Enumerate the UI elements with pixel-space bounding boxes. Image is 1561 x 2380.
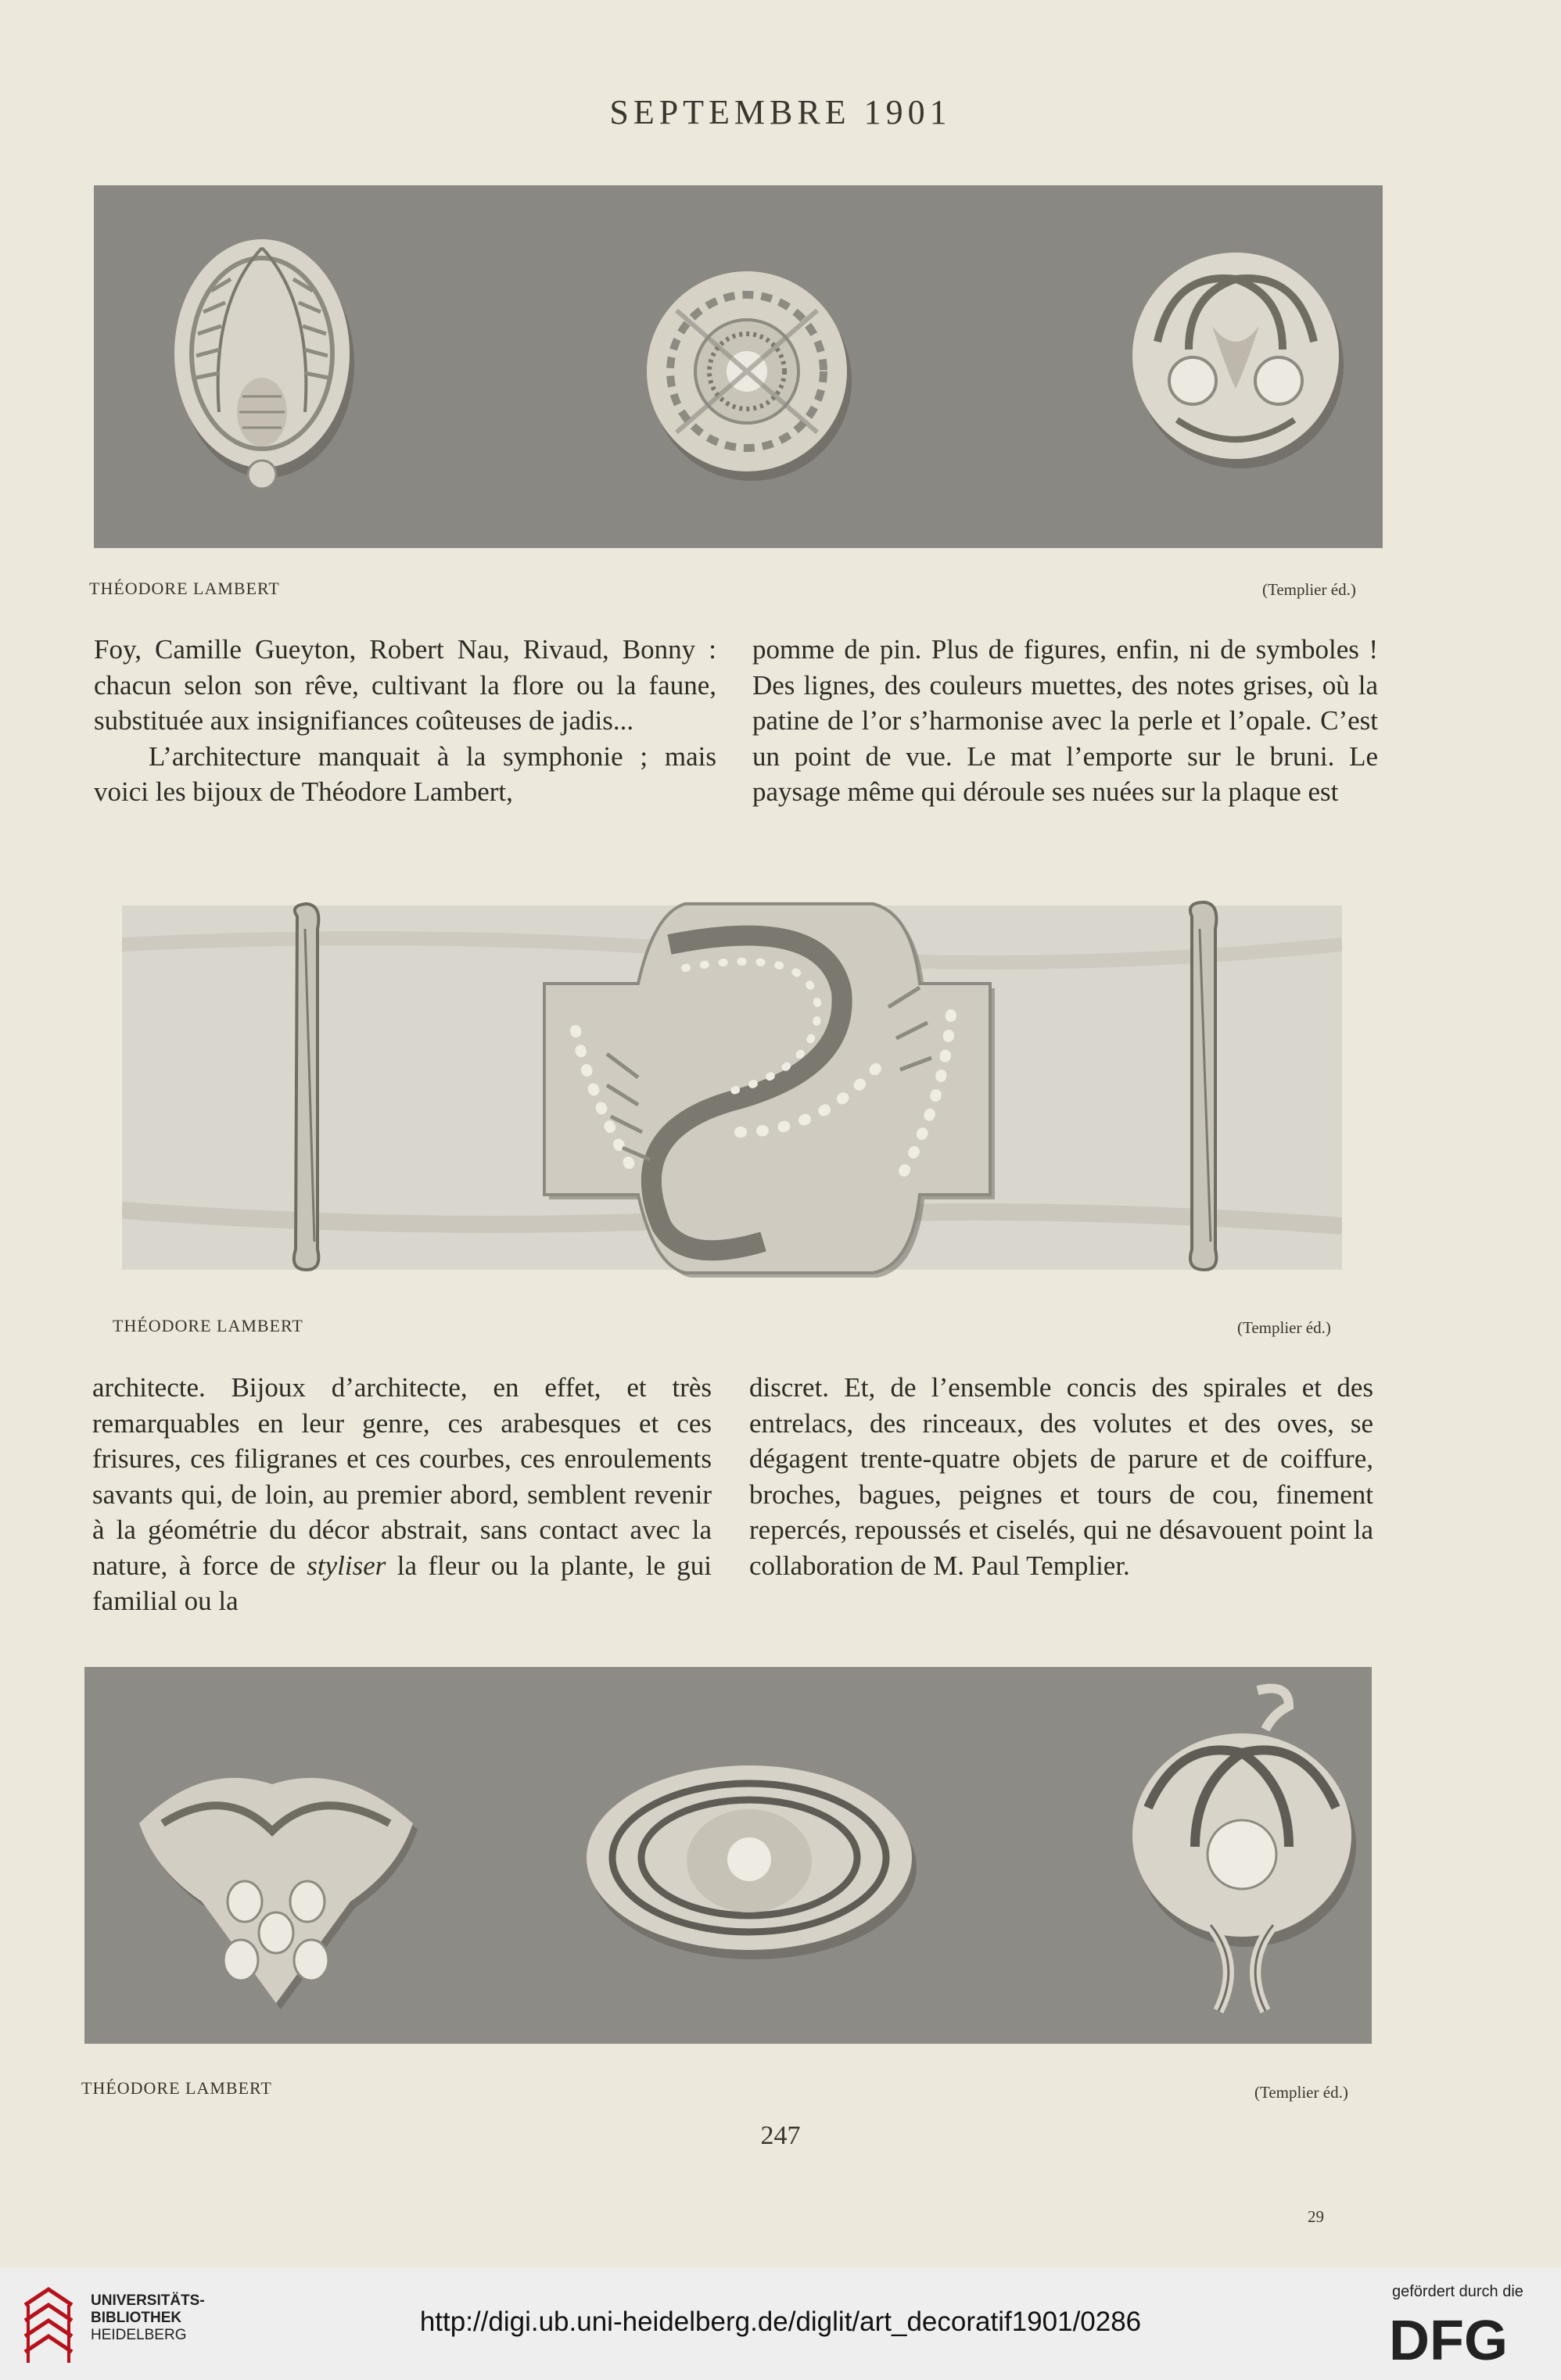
paragraph: pomme de pin. Plus de figures, enfin, ni de symboles ! Des lignes, des couleurs muettes, des notes grises, où la patine de l’or s’harmonise avec la perle et l’opale. C’est un point de vue. Le mat l’emporte sur le bruni. Le paysage même qui déroule ses nuées sur la plaque est: [752, 634, 1378, 807]
funding-text: gefördert durch die: [1392, 2283, 1523, 2300]
library-name-line: HEIDELBERG: [91, 2327, 187, 2343]
library-name-line: UNIVERSITÄTS-: [91, 2292, 205, 2309]
emphasis: styliser: [307, 1550, 386, 1581]
text-span: architecte. Bijoux d’architecte, en effet, et très remarquables en leur genre, ces arabesques et ces frisures, ces filigranes et ces courbes, ces enroulements savants qui, de loin, au premier abord, semblent revenir à la géométrie du décor abstrait, sans contact avec la nature, à force de: [92, 1372, 712, 1581]
plate-1-image: [94, 185, 1383, 548]
paragraph: discret. Et, de l’ensemble concis des spirales et des entrelacs, des rinceaux, des volutes et des oves, se dégagent trente-quatre objets de parure et de coiffure, broches, bagues, peignes et tours de cou, finement repercés, repoussés et ciselés, qui ne désavouent point la collaboration de M. Paul Templier.: [749, 1372, 1373, 1581]
spiral-oval-brooch: [587, 1765, 917, 1959]
paragraph: Foy, Camille Gueyton, Robert Nau, Rivaud, Bonny : chacun selon son rêve, cultivant la flore ou la faune, substituée aux insignifiances coûteuses de jadis...: [94, 634, 716, 736]
dfg-logo-icon: [1389, 2313, 1538, 2364]
plate-2-credit: (Templier éd.): [1237, 1318, 1331, 1337]
plate-3-image: [84, 1667, 1372, 2044]
plate-1-caption: THÉODORE LAMBERT: [89, 579, 280, 598]
plate-3-credit: (Templier éd.): [1254, 2083, 1348, 2102]
source-url-link[interactable]: http://digi.ub.uni-heidelberg.de/diglit/art_decoratif1901/0286: [419, 2307, 1142, 2337]
dfg-logo-text: DFG: [1389, 2313, 1508, 2364]
running-header: SEPTEMBRE 1901: [609, 93, 952, 131]
digitization-footer: [0, 2267, 1561, 2380]
text-block-1-right: [752, 632, 1378, 810]
plate-1-credit: (Templier éd.): [1262, 580, 1356, 599]
sheet-number: 29: [1308, 2207, 1324, 2226]
text-block-2-left: [92, 1370, 712, 1619]
right-clasp: [1190, 902, 1216, 1270]
plate-2-image: [122, 898, 1342, 1278]
plate-3-caption: THÉODORE LAMBERT: [81, 2078, 272, 2098]
paragraph: L’architecture manquait à la symphonie ; mais voici les bijoux de Théodore Lambert,: [94, 740, 716, 807]
text-span: la fleur ou la plante, le gui familial ou la: [92, 1550, 712, 1616]
text-block-1-left: [94, 632, 716, 810]
page-number: 247: [760, 2121, 801, 2150]
library-name-line: BIBLIOTHEK: [91, 2310, 182, 2326]
left-clasp: [294, 904, 319, 1270]
text-block-2-right: [749, 1370, 1373, 1583]
paragraph: [92, 1370, 712, 1619]
plate-2-caption: THÉODORE LAMBERT: [113, 1316, 303, 1335]
